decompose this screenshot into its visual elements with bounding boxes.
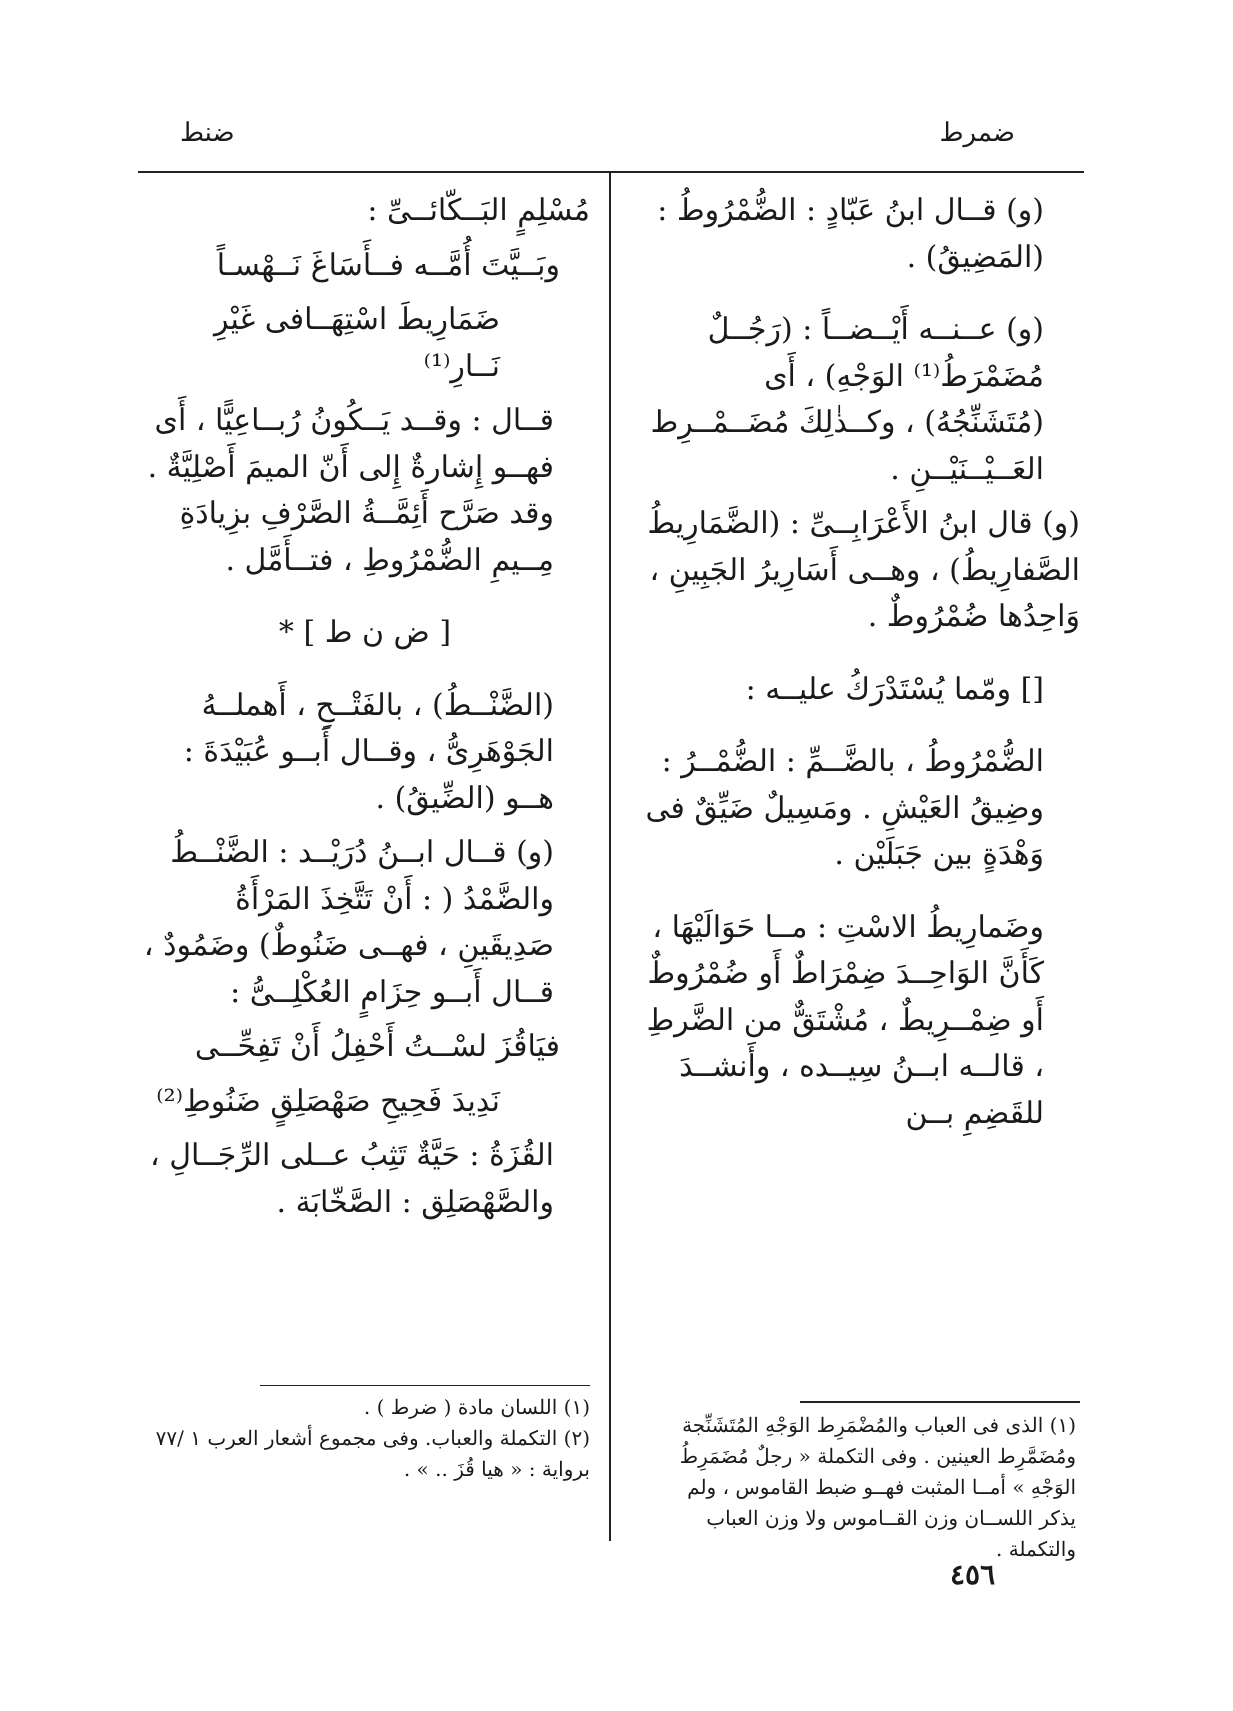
right-para-4: الضُّمْرُوطُ ، بالضَّــمِّ : الضُّمْــرُ : وضِيقُ العَيْشِ . ومَسِيلٌ ضَيِّقٌ فى وَهْدَةٍ بين جَبَلَيْن . [645, 744, 1044, 872]
footnotes-left [140, 1392, 590, 1485]
footnote-left-1: (١) اللسان مادة ( ضرط ) . [363, 1395, 590, 1419]
footnote-rule-right [800, 1401, 1080, 1403]
right-para-1: (و) قــال ابنُ عَبّادٍ : الضُّمْرُوطُ : (المَضِيقُ) . [657, 193, 1044, 275]
left-para-3: (و) قــال ابــنُ دُرَيْــد : الضَّنْــطُ والضَّمْدُ ( : أَنْ تَتَّخِذَ المَرْأَةُ صَدِيقَينِ ، فهــى ضَنُوطٌ) وضَمُودٌ ، قــال أَبــو حِزَامٍ العُكْلِــىُّ : [143, 835, 554, 1010]
header-rule [138, 171, 1084, 173]
footnotes-right [646, 1410, 1076, 1565]
footnote-right-1: (١) الذى فى العباب والمُضْمَرِط الوَجْهِ المُتَشَنِّجة ومُضَمَّرِط العينين . وفى التكملة « رجلٌ مُضَمَرِطُ الوَجْهِ » أمــا المثبت فهــو ضبط القاموس ، ولم يذكر اللســان وزن القــاموس ولا وزن العباب والتكملة . [679, 1413, 1076, 1561]
verse-2-line-2: نَدِيدَ فَحِيحِ صَهْصَلِقٍ ضَنُوطِ⁽²⁾ [156, 1083, 500, 1119]
column-divider [609, 171, 611, 1541]
header-right-word: ضمرط [939, 118, 1015, 148]
left-para-1: قــال : وقــد يَــكُونُ رُبــاعِيًّا ، أَى فهــو إِشارةٌ إِلى أَنّ الميمَ أَصْلِيَّةٌ . وقد صَرَّح أَئِمَّــةُ الصَّرْفِ بزِيادَةِ مِــيمِ الضُّمْرُوطِ ، فتــأَمَّل . [147, 403, 554, 578]
footnote-rule-left [260, 1385, 590, 1386]
header-left-word: ضنط [180, 118, 235, 148]
left-para-4: القُزَةُ : حَيَّةٌ تَثِبُ عــلى الرِّجَــالِ ، والصَّهْصَلِق : الصَّخّابَة . [150, 1138, 554, 1220]
footnote-left-2: (٢) التكملة والعباب. وفى مجموع أشعار العرب ١ /٧٧ برواية : « هيا قُزَ .. » . [155, 1426, 590, 1481]
right-section-heading: [] ومّما يُسْتَدْرَكُ عليــه : [745, 671, 1044, 707]
verse-1-line-2: ضَمَارِيطَ اسْتِهَــافى غَيْرِ نَــارِ⁽¹⁾ [213, 302, 500, 384]
right-para-2: (و) عــنــه أَيْــضــاً : (رَجُــلٌ مُضَمْرَطُ⁽¹⁾ الوَجْهِ) ، أَى (مُتَشَنِّجُهُ) ، وكــذٰلِكَ مُضَــمْــرِط العَــيْــنَيْــنِ . [650, 312, 1044, 487]
verse-2-line-1: فيَاقُزَ لسْــتُ أَحْفِلُ أَنْ تَفِحِّــى [194, 1029, 560, 1064]
page-number: ٤٥٦ [950, 1558, 996, 1591]
left-column [140, 188, 590, 1234]
right-column [640, 188, 1080, 1145]
entry-heading: [ ض ن ط ] * [278, 615, 452, 650]
right-para-5: وضَمارِيطُ الاسْتِ : مــا حَوَالَيْهَا ، كَأَنَّ الوَاحِــدَ ضِمْرَاطٌ أَو ضُمْرُوطٌ أَو ضِمْــرِيطٌ ، مُشْتَقٌّ من الضَّرطِ ، قالــه ابــنُ سِيــده ، وأَنشــدَ للقَضِمِ بــن [646, 909, 1044, 1131]
left-intro: مُسْلِمٍ البَــكّائــىِّ : [367, 193, 590, 228]
right-para-3: (و) قال ابنُ الأَعْرَابِــىِّ : (الضَّمَارِيطُ الصَّفارِيطُ) ، وهــى أَسَارِيرُ الجَبِينِ ، وَاحِدُها ضُمْرُوطٌ . [647, 506, 1080, 634]
left-para-2: (الضَّنْــطُ) ، بالفَتْــحِ ، أَهملــهُ الجَوْهَرِىُّ ، وقــال أَبــو عُبَيْدَةَ : هــو (الضِّيقُ) . [183, 687, 554, 816]
verse-1-line-1: وبَــيَّتَ أُمَّــه فــأَسَاغَ نَــهْسـاً [216, 247, 560, 283]
